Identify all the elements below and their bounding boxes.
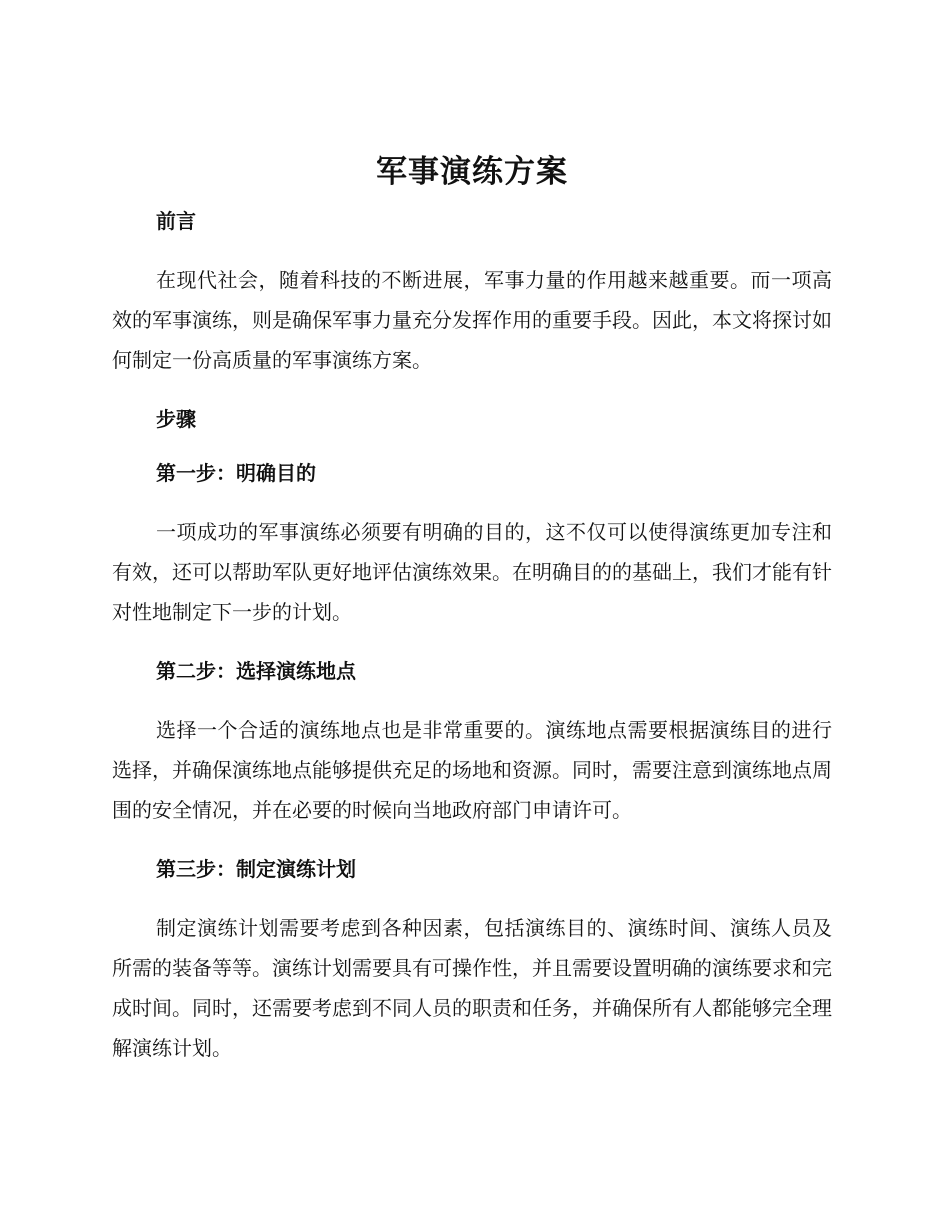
section-paragraph-step-2: 选择一个合适的演练地点也是非常重要的。演练地点需要根据演练目的进行选择，并确保演练地点能够提供充足的场地和资源。同时，需要注意到演练地点周围的安全情况，并在必要的时候向当地政府部门申请许可。 — [112, 718, 832, 822]
section-heading-steps: 步骤 — [156, 407, 196, 431]
section-paragraph-step-3: 制定演练计划需要考虑到各种因素，包括演练目的、演练时间、演练人员及所需的装备等等。演练计划需要具有可操作性，并且需要设置明确的演练要求和完成时间。同时，还需要考虑到不同人员的职责和任务，并确保所有人都能够完全理解演练计划。 — [112, 916, 832, 1060]
section-paragraph-preface: 在现代社会，随着科技的不断进展，军事力量的作用越来越重要。而一项高效的军事演练，则是确保军事力量充分发挥作用的重要手段。因此，本文将探讨如何制定一份高质量的军事演练方案。 — [112, 268, 832, 372]
section-heading-step-3: 第三步：制定演练计划 — [156, 857, 356, 881]
section-paragraph-step-1: 一项成功的军事演练必须要有明确的目的，这不仅可以使得演练更加专注和有效，还可以帮助军队更好地评估演练效果。在明确目的的基础上，我们才能有针对性地制定下一步的计划。 — [112, 520, 832, 624]
document-page — [112, 150, 832, 1068]
document-title: 军事演练方案 — [376, 154, 568, 190]
section-heading-step-1: 第一步：明确目的 — [156, 461, 316, 485]
section-heading-preface: 前言 — [156, 209, 196, 233]
section-heading-step-2: 第二步：选择演练地点 — [156, 659, 356, 683]
